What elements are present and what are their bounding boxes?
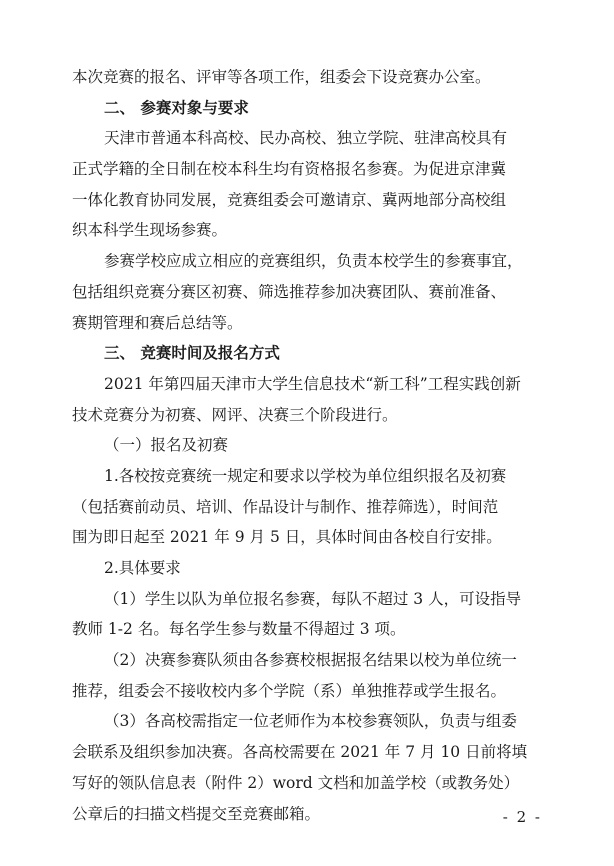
text-line: 天津市普通本科高校、民办高校、独立学院、驻津高校具有 — [104, 129, 508, 148]
text-line: 2021 年第四届天津市大学生信息技术“新工科”工程实践创新 — [104, 374, 521, 393]
text-line: 写好的领队信息表（附件 2）word 文档和加盖学校（或教务处） — [72, 773, 520, 792]
text-line: 推荐，组委会不接收校内多个学院（系）单独推荐或学生报名。 — [72, 681, 507, 700]
subsection-heading-registration: （一）报名及初赛 — [104, 436, 229, 455]
text-line: 教师 1-2 名。每名学生参与数量不得超过 3 项。 — [72, 620, 406, 639]
text-line: （1）学生以队为单位报名参赛，每队不超过 3 人，可设指导 — [104, 589, 522, 608]
subsection-heading-requirements: 2.具体要求 — [104, 559, 181, 577]
text-line: 会联系及组织参加决赛。各高校需要在 2021 年 7 月 10 日前将填 — [72, 743, 528, 762]
text-line: 正式学籍的全日制在校本科生均有资格报名参赛。为促进京津冀 — [72, 160, 507, 179]
text-line: 公章后的扫描文档提交至竞赛邮箱。 — [72, 804, 321, 823]
text-line: 包括组织竞赛分赛区初赛、筛选推荐参加决赛团队、赛前准备、 — [72, 282, 507, 301]
section-heading-schedule: 三、 竞赛时间及报名方式 — [104, 343, 280, 363]
text-line: 围为即日起至 2021 年 9 月 5 日，具体时间由各校自行安排。 — [72, 528, 502, 547]
text-line: 参赛学校应成立相应的竞赛组织，负责本校学生的参赛事宜， — [104, 252, 523, 271]
section-heading-participants: 二、 参赛对象与要求 — [104, 97, 249, 117]
page-number: - 2 - — [502, 808, 542, 826]
text-line: （包括赛前动员、培训、作品设计与制作、推荐筛选），时间范 — [72, 497, 499, 516]
text-line: （3）各高校需指定一位老师作为本校参赛领队，负责与组委 — [104, 712, 517, 731]
text-line: 技术竞赛分为初赛、网评、决赛三个阶段进行。 — [72, 405, 398, 424]
text-line: （2）决赛参赛队须由各参赛校根据报名结果以校为单位统一 — [104, 651, 517, 670]
text-line: 织本科学生现场参赛。 — [72, 221, 228, 240]
text-line: 本次竞赛的报名、评审等各项工作，组委会下设竞赛办公室。 — [72, 68, 491, 86]
text-line: 一体化教育协同发展，竞赛组委会可邀请京、冀两地部分高校组 — [72, 190, 507, 209]
text-line: 1.各校按竞赛统一规定和要求以学校为单位组织报名及初赛 — [104, 466, 507, 485]
text-line: 赛期管理和赛后总结等。 — [72, 313, 243, 332]
